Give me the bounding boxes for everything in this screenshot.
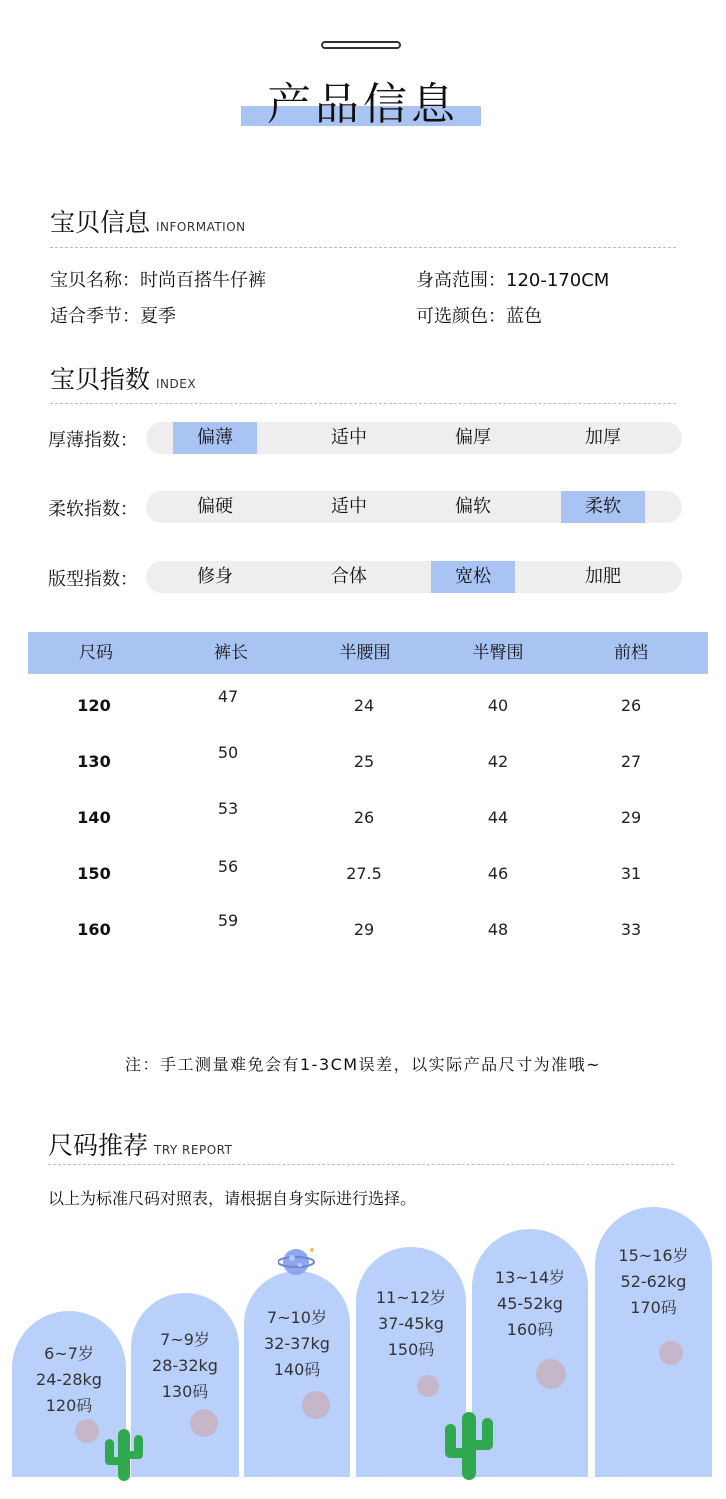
- info-section-heading: [50, 203, 246, 239]
- table-cell-size: 150: [77, 864, 111, 883]
- index-option: 加厚: [585, 427, 621, 448]
- table-cell: 48: [487, 920, 509, 939]
- table-cell: 42: [487, 752, 509, 771]
- size-card: [244, 1271, 350, 1477]
- cactus-icon: [441, 1408, 497, 1480]
- planet-decor: [417, 1375, 439, 1397]
- color-option: 可选颜色：蓝色: [416, 306, 542, 327]
- index-option-selected: 偏薄: [173, 422, 257, 454]
- planet-decor: [302, 1391, 330, 1419]
- planet-decor: [536, 1359, 566, 1389]
- index-row: [48, 491, 684, 523]
- measurement-note: 注：手工测量难免会有1-3CM误差，以实际产品尺寸为准哦~: [124, 1055, 602, 1074]
- recommend-section-heading: [48, 1126, 232, 1162]
- recommend-description: 以上为标准尺码对照表，请根据自身实际进行选择。: [48, 1189, 417, 1208]
- index-row: [48, 561, 684, 593]
- planet-decor: [75, 1419, 99, 1443]
- table-cell: 24: [353, 696, 375, 715]
- table-cell: 44: [487, 808, 509, 827]
- info-heading-en: INFORMATION: [156, 220, 246, 234]
- size-card-size: 140码: [273, 1360, 321, 1379]
- table-cell-size: 140: [77, 808, 111, 827]
- table-cell: 29: [353, 920, 375, 939]
- planet-decor: [190, 1409, 218, 1437]
- index-option: 偏软: [455, 496, 491, 517]
- divider: [50, 403, 676, 404]
- table-cell: 29: [620, 808, 642, 827]
- size-card-age: 13~14岁: [494, 1268, 566, 1287]
- size-card-size: 120码: [45, 1396, 93, 1415]
- planet-decor: [659, 1341, 683, 1365]
- table-cell: 26: [620, 696, 642, 715]
- table-cell: 53: [217, 799, 239, 818]
- table-header-rise: 前档: [614, 643, 648, 663]
- size-card-weight: 28-32kg: [152, 1356, 218, 1375]
- size-card-weight: 24-28kg: [36, 1370, 102, 1389]
- size-card-age: 6~7岁: [44, 1344, 94, 1363]
- index-row-label: 版型指数：: [48, 569, 138, 590]
- table-cell: 31: [620, 864, 642, 883]
- table-cell: 33: [620, 920, 642, 939]
- table-header-waist: 半腰围: [339, 643, 391, 663]
- table-cell-size: 120: [77, 696, 111, 715]
- top-decor-pill: [321, 41, 401, 49]
- page-title: 产品信息: [267, 79, 459, 130]
- table-header-hip: 半臀围: [472, 643, 524, 663]
- size-card-age: 7~10岁: [267, 1308, 327, 1327]
- size-table-header: [28, 632, 708, 674]
- index-row-label: 柔软指数：: [48, 499, 138, 520]
- season: 适合季节：夏季: [50, 306, 176, 327]
- height-range: 身高范围：120-170CM: [416, 270, 610, 291]
- table-cell: 47: [217, 687, 239, 706]
- table-cell: 27.5: [346, 864, 382, 883]
- size-card-age: 7~9岁: [160, 1330, 210, 1349]
- planet-icon: [278, 1244, 318, 1280]
- info-heading-cn: 宝贝信息: [50, 208, 151, 237]
- index-track: [146, 422, 682, 454]
- index-option: 偏厚: [455, 427, 491, 448]
- size-card-weight: 52-62kg: [620, 1272, 687, 1291]
- table-cell: 27: [620, 752, 642, 771]
- size-card: [595, 1207, 712, 1477]
- index-heading-cn: 宝贝指数: [50, 365, 151, 394]
- index-option: 偏硬: [197, 496, 233, 517]
- product-name: 宝贝名称：时尚百搭牛仔裤: [50, 270, 266, 291]
- cactus-icon: [101, 1425, 147, 1481]
- index-option: 修身: [197, 566, 233, 587]
- index-option: 合体: [331, 566, 367, 587]
- index-option: 加肥: [585, 566, 621, 587]
- size-card-size: 160码: [506, 1320, 554, 1339]
- table-cell: 25: [353, 752, 375, 771]
- size-card-weight: 37-45kg: [378, 1314, 444, 1333]
- index-row-label: 厚薄指数：: [48, 430, 138, 451]
- index-option-selected: 柔软: [561, 491, 645, 523]
- table-header-size: 尺码: [79, 643, 113, 663]
- size-card-weight: 45-52kg: [497, 1294, 563, 1313]
- table-cell: 40: [487, 696, 509, 715]
- table-cell: 26: [353, 808, 375, 827]
- table-cell-size: 130: [77, 752, 111, 771]
- recommend-heading-en: TRY REPORT: [154, 1143, 233, 1157]
- recommend-heading-cn: 尺码推荐: [48, 1131, 149, 1160]
- table-cell: 59: [217, 911, 239, 930]
- index-section-heading: [50, 360, 196, 396]
- divider: [50, 247, 676, 248]
- index-row: [48, 422, 684, 454]
- index-option: 适中: [331, 427, 367, 448]
- index-heading-en: INDEX: [156, 377, 197, 391]
- table-header-length: 裤长: [214, 643, 248, 663]
- index-track: [146, 561, 682, 593]
- index-option-selected: 宽松: [431, 561, 515, 593]
- size-card-age: 15~16岁: [618, 1246, 689, 1265]
- size-card-size: 150码: [387, 1340, 435, 1359]
- index-option: 适中: [331, 496, 367, 517]
- table-cell-size: 160: [77, 920, 111, 939]
- table-cell: 46: [487, 864, 509, 883]
- divider: [48, 1164, 674, 1165]
- table-cell: 56: [217, 857, 239, 876]
- size-card-size: 170码: [630, 1298, 677, 1317]
- table-cell: 50: [217, 743, 239, 762]
- size-card-age: 11~12岁: [375, 1288, 447, 1307]
- size-card-size: 130码: [161, 1382, 209, 1401]
- index-track: [146, 491, 682, 523]
- size-card: [131, 1293, 239, 1477]
- size-card-weight: 32-37kg: [264, 1334, 330, 1353]
